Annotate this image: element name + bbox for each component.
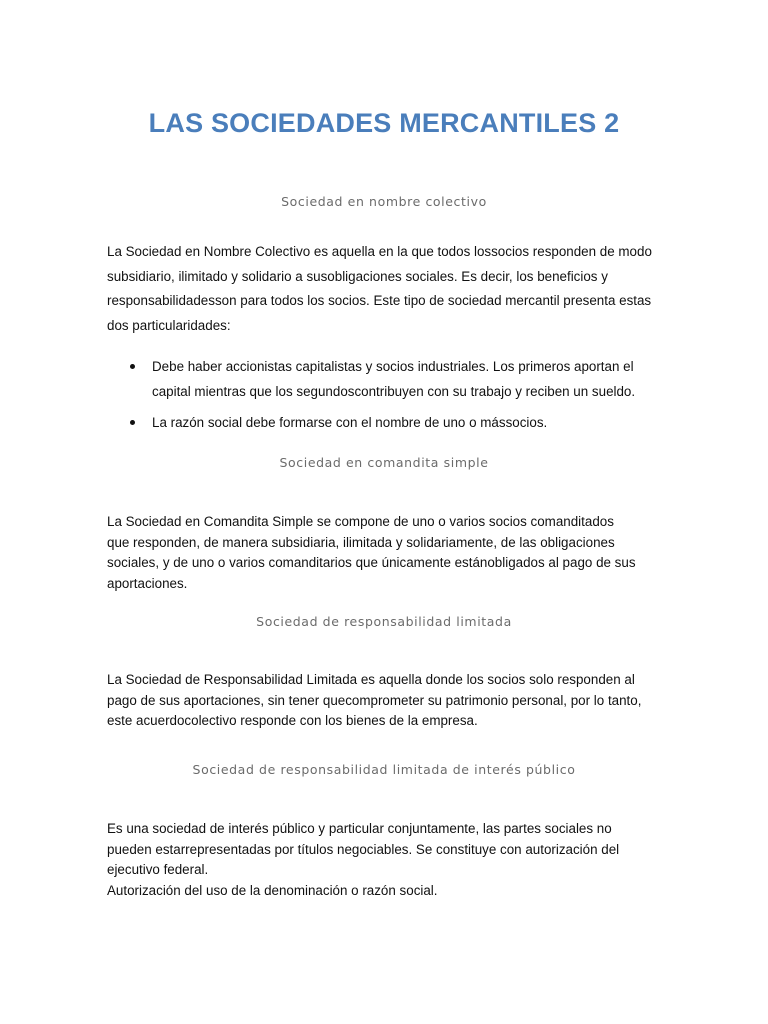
document-title: LAS SOCIEDADES MERCANTILES 2 (148, 108, 620, 138)
bullet-item (107, 410, 635, 435)
section-heading-responsabilidad-limitada: Sociedad de responsabilidad limitada (256, 614, 512, 629)
section-heading-interes-publico: Sociedad de responsabilidad limitada de interés público (192, 762, 576, 777)
paragraph-line: este acuerdocolectivo responde con los bienes de la empresa. (107, 713, 478, 728)
paragraph-comandita-simple (107, 512, 636, 594)
paragraph-line: sociales, y de uno o varios comanditarios que únicamente estánobligados al pago de sus (107, 555, 636, 570)
bullet-line: Debe haber accionistas capitalistas y socios industriales. Los primeros aportan el (152, 359, 634, 374)
paragraph-line: La Sociedad en Comandita Simple se compone de uno o varios socios comanditados (107, 514, 614, 529)
bullet-list (107, 354, 635, 435)
paragraph-line: pago de sus aportaciones, sin tener quecomprometer su patrimonio personal, por lo tanto, (107, 692, 642, 708)
paragraph-line: aportaciones. (107, 575, 188, 591)
paragraph-line: La Sociedad en Nombre Colectivo es aquella en la que todos lossocios responden de modo (107, 244, 652, 259)
paragraph-nombre-colectivo (107, 240, 652, 338)
paragraph-line: responsabilidadesson para todos los socios. Este tipo de sociedad mercantil presenta estas (107, 293, 652, 308)
bullet-dot-icon (130, 420, 135, 425)
paragraph-line: ejecutivo federal. (107, 862, 209, 877)
paragraph-responsabilidad-limitada (107, 670, 641, 732)
paragraph-line: Autorización del uso de la denominación o razón social. (107, 882, 438, 898)
paragraph-interes-publico (107, 819, 619, 901)
section-heading-comandita-simple: Sociedad en comandita simple (279, 455, 489, 470)
paragraph-line: Es una sociedad de interés público y particular conjuntamente, las partes sociales no (107, 821, 612, 836)
bullet-line: capital mientras que los segundoscontribuyen con su trabajo y reciben un sueldo. (152, 384, 636, 399)
paragraph-line: subsidiario, ilimitado y solidario a susobligaciones sociales. Es decir, los beneficios y (107, 268, 608, 284)
paragraph-line: pueden estarrepresentadas por títulos negociables. Se constituye con autorización del (107, 841, 620, 857)
paragraph-line: dos particularidades: (107, 317, 231, 333)
paragraph-line: La Sociedad de Responsabilidad Limitada es aquella donde los socios solo responden al (107, 672, 635, 687)
bullet-dot-icon (130, 364, 135, 369)
section-heading-nombre-colectivo: Sociedad en nombre colectivo (281, 194, 487, 209)
bullet-item (107, 354, 635, 404)
bullet-line: La razón social debe formarse con el nombre de uno o mássocios. (152, 415, 548, 430)
paragraph-line: que responden, de manera subsidiaria, ilimitada y solidariamente, de las obligaciones (107, 534, 615, 550)
